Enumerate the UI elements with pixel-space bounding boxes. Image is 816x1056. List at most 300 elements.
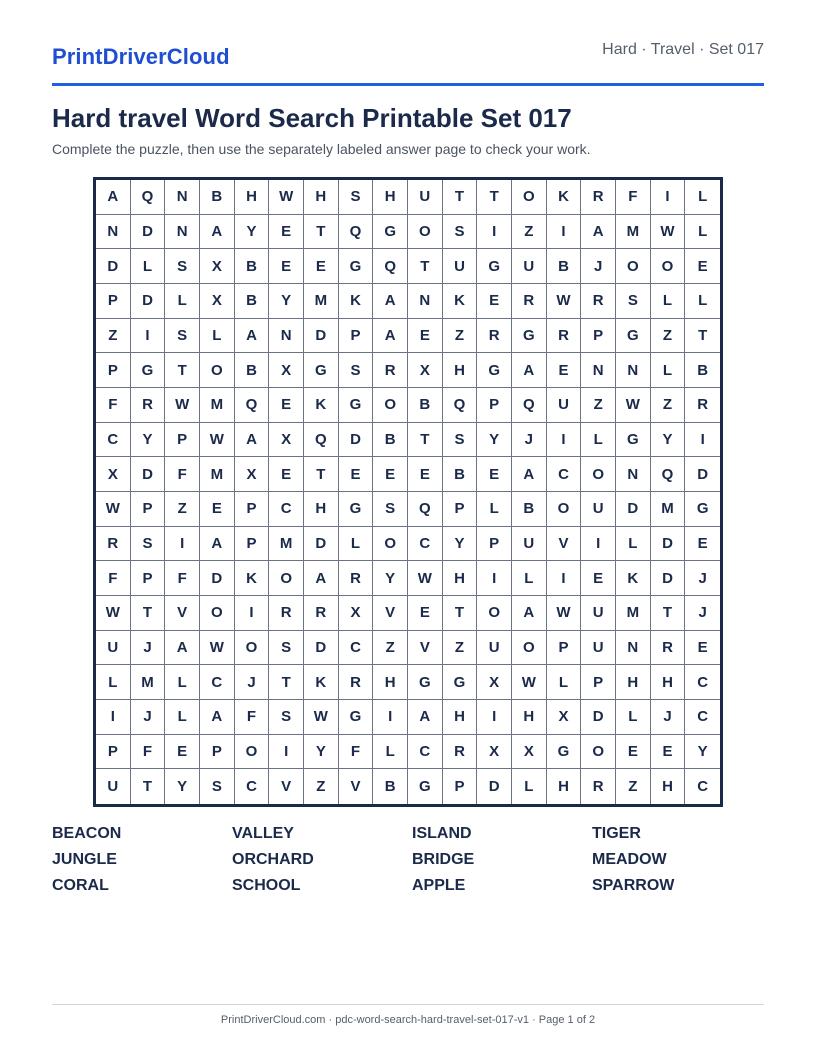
grid-cell: S	[165, 249, 200, 284]
grid-cell: R	[477, 319, 512, 354]
grid-cell: H	[616, 665, 651, 700]
word-list-item: TIGER	[592, 825, 641, 842]
brand-logo: PrintDriverCloud	[52, 44, 230, 69]
grid-cell: Q	[373, 249, 408, 284]
grid-cell: L	[685, 215, 720, 250]
grid-cell: M	[131, 665, 166, 700]
grid-cell: G	[408, 665, 443, 700]
grid-cell: T	[304, 215, 339, 250]
grid-cell: I	[547, 423, 582, 458]
grid-cell: P	[339, 319, 374, 354]
grid-cell: A	[512, 457, 547, 492]
grid-cell: W	[304, 700, 339, 735]
grid-cell: S	[269, 700, 304, 735]
grid-cell: K	[304, 388, 339, 423]
grid-cell: D	[651, 527, 686, 562]
grid-cell: X	[269, 423, 304, 458]
grid-cell: G	[477, 249, 512, 284]
grid-cell: C	[200, 665, 235, 700]
grid-cell: O	[200, 353, 235, 388]
grid-cell: P	[96, 735, 131, 770]
grid-cell: Z	[165, 492, 200, 527]
grid-cell: S	[200, 769, 235, 804]
grid-cell: T	[131, 769, 166, 804]
grid-cell: D	[200, 561, 235, 596]
grid-cell: E	[651, 735, 686, 770]
grid-cell: Y	[373, 561, 408, 596]
grid-cell: P	[165, 423, 200, 458]
grid-cell: H	[235, 180, 270, 215]
grid-cell: E	[165, 735, 200, 770]
grid-cell: T	[685, 319, 720, 354]
grid-cell: W	[512, 665, 547, 700]
grid-cell: E	[581, 561, 616, 596]
grid-cell: I	[96, 700, 131, 735]
grid-cell: Z	[651, 388, 686, 423]
grid-cell: A	[512, 596, 547, 631]
grid-cell: G	[477, 353, 512, 388]
grid-cell: K	[547, 180, 582, 215]
grid-cell: J	[131, 631, 166, 666]
grid-cell: G	[339, 700, 374, 735]
grid-cell: L	[616, 700, 651, 735]
grid-cell: G	[339, 249, 374, 284]
grid-cell: D	[651, 561, 686, 596]
grid-cell: T	[443, 180, 478, 215]
grid-cell: M	[304, 284, 339, 319]
grid-cell: W	[96, 492, 131, 527]
grid-cell: S	[443, 215, 478, 250]
grid-cell: H	[304, 180, 339, 215]
grid-cell: C	[339, 631, 374, 666]
grid-cell: Z	[512, 215, 547, 250]
grid-cell: U	[443, 249, 478, 284]
grid-cell: O	[373, 388, 408, 423]
grid-cell: V	[373, 596, 408, 631]
grid-cell: E	[477, 284, 512, 319]
grid-cell: O	[512, 180, 547, 215]
grid-cell: T	[443, 596, 478, 631]
grid-cell: W	[651, 215, 686, 250]
grid-cell: F	[165, 457, 200, 492]
grid-cell: L	[165, 665, 200, 700]
word-list-item: VALLEY	[232, 825, 294, 842]
grid-cell: X	[200, 249, 235, 284]
grid-cell: O	[547, 492, 582, 527]
grid-cell: D	[616, 492, 651, 527]
grid-cell: J	[651, 700, 686, 735]
grid-cell: B	[512, 492, 547, 527]
grid-cell: U	[547, 388, 582, 423]
grid-cell: K	[304, 665, 339, 700]
grid-cell: S	[616, 284, 651, 319]
grid-cell: Z	[616, 769, 651, 804]
grid-cell: O	[269, 561, 304, 596]
word-list-item: BRIDGE	[412, 851, 475, 868]
grid-cell: E	[547, 353, 582, 388]
grid-cell: Z	[373, 631, 408, 666]
grid-cell: E	[477, 457, 512, 492]
grid-cell: J	[131, 700, 166, 735]
grid-cell: N	[616, 457, 651, 492]
grid-cell: I	[651, 180, 686, 215]
grid-cell: X	[477, 735, 512, 770]
grid-cell: O	[408, 215, 443, 250]
grid-cell: O	[616, 249, 651, 284]
grid-cell: H	[304, 492, 339, 527]
grid-cell: L	[339, 527, 374, 562]
grid-cell: G	[443, 665, 478, 700]
grid-cell: O	[373, 527, 408, 562]
grid-cell: L	[373, 735, 408, 770]
grid-cell: F	[339, 735, 374, 770]
grid-cell: A	[304, 561, 339, 596]
grid-cell: C	[408, 735, 443, 770]
grid-cell: I	[235, 596, 270, 631]
grid-cell: G	[685, 492, 720, 527]
grid-cell: L	[96, 665, 131, 700]
grid-cell: A	[165, 631, 200, 666]
grid-cell: K	[235, 561, 270, 596]
header-divider	[52, 83, 764, 86]
grid-cell: E	[685, 249, 720, 284]
grid-cell: E	[685, 631, 720, 666]
grid-cell: L	[651, 284, 686, 319]
grid-cell: S	[165, 319, 200, 354]
grid-cell: R	[547, 319, 582, 354]
grid-cell: I	[165, 527, 200, 562]
grid-cell: K	[339, 284, 374, 319]
grid-cell: L	[616, 527, 651, 562]
grid-cell: R	[685, 388, 720, 423]
grid-cell: S	[443, 423, 478, 458]
grid-cell: S	[339, 180, 374, 215]
grid-cell: N	[96, 215, 131, 250]
grid-cell: X	[547, 700, 582, 735]
grid-cell: R	[373, 353, 408, 388]
grid-cell: L	[165, 700, 200, 735]
grid-cell: Q	[443, 388, 478, 423]
grid-cell: R	[269, 596, 304, 631]
grid-cell: Y	[131, 423, 166, 458]
grid-cell: A	[512, 353, 547, 388]
grid-cell: A	[200, 700, 235, 735]
word-list	[52, 824, 764, 895]
grid-cell: L	[651, 353, 686, 388]
grid-cell: T	[269, 665, 304, 700]
grid-cell: D	[131, 284, 166, 319]
grid-cell: L	[165, 284, 200, 319]
grid-cell: Q	[131, 180, 166, 215]
grid-cell: C	[697, 778, 709, 796]
grid-cell: G	[339, 492, 374, 527]
grid-cell: T	[165, 353, 200, 388]
grid-cell: B	[547, 249, 582, 284]
word-search-grid	[93, 177, 723, 807]
grid-cell: U	[581, 596, 616, 631]
grid-cell: V	[339, 769, 374, 804]
grid-cell: D	[304, 527, 339, 562]
grid-cell: G	[512, 319, 547, 354]
grid-cell: T	[304, 457, 339, 492]
grid-cell: G	[373, 215, 408, 250]
grid-cell: D	[304, 319, 339, 354]
word-list-item: ORCHARD	[232, 851, 314, 868]
grid-cell: W	[200, 631, 235, 666]
grid-cell: L	[477, 492, 512, 527]
grid-cell: B	[685, 353, 720, 388]
grid-cell: F	[96, 388, 131, 423]
grid-cell: M	[616, 215, 651, 250]
grid-cell: B	[200, 180, 235, 215]
grid-cell: I	[269, 735, 304, 770]
grid-cell: H	[651, 769, 686, 804]
grid-cell: E	[373, 457, 408, 492]
grid-cell: U	[512, 527, 547, 562]
grid-cell: X	[200, 284, 235, 319]
grid-cell: Y	[304, 735, 339, 770]
grid-cell: A	[408, 700, 443, 735]
grid-cell: I	[547, 215, 582, 250]
grid-cell: D	[339, 423, 374, 458]
grid-cell: Z	[443, 631, 478, 666]
grid-cell: R	[651, 631, 686, 666]
grid-cell: C	[685, 665, 720, 700]
grid-cell: Q	[235, 388, 270, 423]
grid-cell: I	[131, 319, 166, 354]
grid-cell: C	[408, 527, 443, 562]
grid-cell: A	[373, 284, 408, 319]
grid-cell: D	[96, 249, 131, 284]
grid-cell: G	[547, 735, 582, 770]
grid-cell: R	[304, 596, 339, 631]
grid-cell: T	[408, 249, 443, 284]
grid-cell: G	[339, 388, 374, 423]
grid-cell: E	[616, 735, 651, 770]
grid-cell: L	[200, 319, 235, 354]
grid-cell: A	[373, 319, 408, 354]
grid-cell: P	[235, 492, 270, 527]
grid-cell: X	[408, 353, 443, 388]
grid-cell: D	[304, 631, 339, 666]
grid-cell: N	[165, 215, 200, 250]
word-list-item: MEADOW	[592, 851, 667, 868]
grid-cell: O	[581, 457, 616, 492]
grid-cell: T	[131, 596, 166, 631]
grid-cell: C	[269, 492, 304, 527]
grid-cell: M	[616, 596, 651, 631]
grid-cell: K	[616, 561, 651, 596]
grid-cell: E	[269, 249, 304, 284]
page-title: Hard travel Word Search Printable Set 017	[52, 103, 572, 133]
grid-cell: K	[443, 284, 478, 319]
grid-cell: U	[581, 631, 616, 666]
grid-cell: O	[200, 596, 235, 631]
grid-cell: F	[235, 700, 270, 735]
grid-cell: G	[131, 353, 166, 388]
grid-cell: A	[200, 527, 235, 562]
grid-cell: R	[581, 769, 616, 804]
grid-cell: N	[616, 631, 651, 666]
grid-cell: Q	[651, 457, 686, 492]
grid-cell: O	[651, 249, 686, 284]
grid-cell: J	[685, 561, 720, 596]
grid-cell: Y	[477, 423, 512, 458]
grid-cell: C	[685, 700, 720, 735]
grid-cell: I	[685, 423, 720, 458]
grid-cell: Y	[443, 527, 478, 562]
grid-cell: Y	[165, 769, 200, 804]
grid-cell: D	[131, 457, 166, 492]
grid-cell: Q	[304, 423, 339, 458]
word-list-item: APPLE	[412, 877, 466, 894]
grid-cell: A	[235, 319, 270, 354]
grid-cell: Z	[651, 319, 686, 354]
grid-cell: V	[269, 769, 304, 804]
grid-cell: X	[339, 596, 374, 631]
grid-cell: D	[685, 457, 720, 492]
grid-cell: W	[200, 423, 235, 458]
grid-cell: S	[339, 353, 374, 388]
grid-cell: H	[512, 700, 547, 735]
grid-cell: T	[477, 180, 512, 215]
grid-cell: N	[165, 180, 200, 215]
word-list-item: BEACON	[52, 825, 122, 842]
grid-cell: Q	[339, 215, 374, 250]
word-list-item: SPARROW	[592, 877, 675, 894]
grid-cell: E	[269, 388, 304, 423]
grid-cell: I	[373, 700, 408, 735]
grid-cell: I	[477, 700, 512, 735]
grid-cell: R	[96, 527, 131, 562]
grid-cell: P	[477, 388, 512, 423]
grid-cell: E	[408, 457, 443, 492]
grid-cell: O	[235, 631, 270, 666]
grid-cell: X	[477, 665, 512, 700]
grid-cell: T	[651, 596, 686, 631]
word-list-item: CORAL	[52, 877, 109, 894]
grid-cell: Z	[304, 769, 339, 804]
grid-cell: B	[373, 769, 408, 804]
grid-cell: I	[581, 527, 616, 562]
grid-cell: D	[581, 700, 616, 735]
grid-cell: F	[616, 180, 651, 215]
grid-cell: F	[165, 561, 200, 596]
grid-cell: P	[547, 631, 582, 666]
grid-cell: J	[685, 596, 720, 631]
grid-cell: P	[200, 735, 235, 770]
grid-cell: A	[96, 180, 131, 215]
grid-cell: X	[96, 457, 131, 492]
grid-cell: Z	[581, 388, 616, 423]
grid-cell: B	[373, 423, 408, 458]
grid-cell: G	[616, 423, 651, 458]
grid-cell: H	[443, 700, 478, 735]
grid-cell: A	[200, 215, 235, 250]
grid-cell: U	[96, 769, 131, 804]
grid-cell: G	[304, 353, 339, 388]
grid-cell: L	[512, 561, 547, 596]
grid-cell: R	[581, 180, 616, 215]
grid-cell: E	[339, 457, 374, 492]
grid-cell: R	[131, 388, 166, 423]
puzzle-meta: Hard · Travel · Set 017	[602, 41, 764, 58]
grid-cell: D	[131, 215, 166, 250]
grid-cell: T	[408, 423, 443, 458]
grid-cell: L	[547, 665, 582, 700]
grid-cell: W	[616, 388, 651, 423]
grid-cell: I	[477, 215, 512, 250]
grid-cell: F	[96, 561, 131, 596]
grid-cell: J	[512, 423, 547, 458]
grid-cell: H	[651, 665, 686, 700]
grid-cell: E	[685, 527, 720, 562]
grid-cell: L	[685, 180, 720, 215]
footer-divider	[52, 1004, 764, 1005]
grid-cell: P	[131, 492, 166, 527]
grid-cell: P	[96, 353, 131, 388]
grid-cell: P	[235, 527, 270, 562]
page-subtitle: Complete the puzzle, then use the separately labeled answer page to check your work.	[52, 141, 591, 157]
grid-cell: M	[200, 457, 235, 492]
grid-cell: X	[235, 457, 270, 492]
grid-cell: C	[547, 457, 582, 492]
grid-cell: X	[269, 353, 304, 388]
grid-cell: W	[547, 284, 582, 319]
word-list-item: ISLAND	[412, 825, 472, 842]
grid-cell: W	[408, 561, 443, 596]
grid-cell: O	[581, 735, 616, 770]
grid-cell: G	[408, 769, 443, 804]
grid-cell: Z	[443, 319, 478, 354]
grid-cell: N	[581, 353, 616, 388]
grid-cell: H	[373, 180, 408, 215]
grid-cell: Y	[269, 284, 304, 319]
grid-cell: L	[131, 249, 166, 284]
grid-cell: H	[373, 665, 408, 700]
grid-cell: L	[685, 284, 720, 319]
grid-cell: B	[235, 353, 270, 388]
grid-cell: V	[408, 631, 443, 666]
grid-cell: L	[512, 769, 547, 804]
word-list-item: SCHOOL	[232, 877, 301, 894]
grid-cell: U	[96, 631, 131, 666]
grid-cell: X	[512, 735, 547, 770]
grid-cell: Y	[685, 735, 720, 770]
grid-cell: E	[200, 492, 235, 527]
grid-cell: P	[477, 527, 512, 562]
grid-cell: Q	[408, 492, 443, 527]
grid-cell: D	[477, 769, 512, 804]
grid-cell: M	[269, 527, 304, 562]
grid-cell: C	[96, 423, 131, 458]
grid-cell: B	[235, 284, 270, 319]
grid-cell: E	[269, 215, 304, 250]
grid-cell: N	[269, 319, 304, 354]
grid-cell: Y	[235, 215, 270, 250]
grid-cell: S	[131, 527, 166, 562]
grid-cell: V	[165, 596, 200, 631]
grid-cell: I	[547, 561, 582, 596]
grid-cell: W	[96, 596, 131, 631]
grid-cell: U	[581, 492, 616, 527]
grid-cell: R	[339, 665, 374, 700]
grid-cell: S	[269, 631, 304, 666]
page-footer: PrintDriverCloud.com · pdc-word-search-hard-travel-set-017-v1 · Page 1 of 2	[220, 1014, 596, 1026]
grid-cell: J	[581, 249, 616, 284]
grid-cell: R	[443, 735, 478, 770]
grid-cell: P	[581, 319, 616, 354]
